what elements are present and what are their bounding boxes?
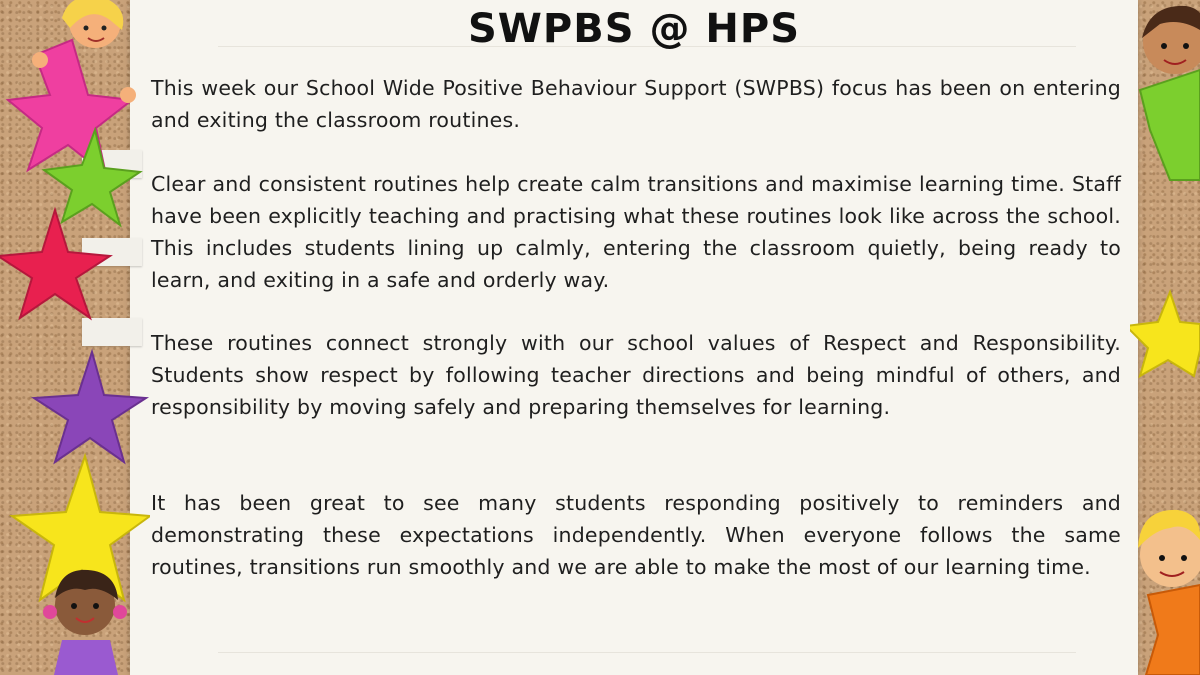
purple-star-icon [34,352,146,462]
boy-with-orange-star-icon [1138,510,1200,675]
yellow-star-icon [1130,292,1200,376]
paragraph-focus: This week our School Wide Positive Behaviour Support (SWPBS) focus has been on entering and exiting the classroom routines. [151,76,1121,132]
red-star-icon [0,210,110,318]
left-decorations [0,0,150,675]
ruled-line [218,652,1076,653]
paragraph-routines: Clear and consistent routines help create calm transitions and maximise learning time. Staff have been explicitly teaching and practising what these routines look like across the school. This includes students lining up calmly, entering the classroom quietly, being ready to learn, and exiting in a safe and orderly way. [151,172,1121,292]
page-title: SWPBS @ HPS [468,6,800,52]
paragraph-values: These routines connect strongly with our school values of Respect and Responsibility. Students show respect by following teacher directions and being mindful of others, and responsibility by moving safely and preparing themselves for learning. [151,331,1121,419]
paragraph-positive: It has been great to see many students responding positively to reminders and demonstrating these expectations independently. When everyone follows the same routines, transitions run smoothly and we are able to make the most of our learning time. [151,491,1121,579]
girl-with-yellow-star-icon [12,456,150,675]
boy-with-green-star-icon [1140,6,1200,180]
girl-with-pink-star-icon [8,0,136,175]
right-decorations [1130,0,1200,675]
